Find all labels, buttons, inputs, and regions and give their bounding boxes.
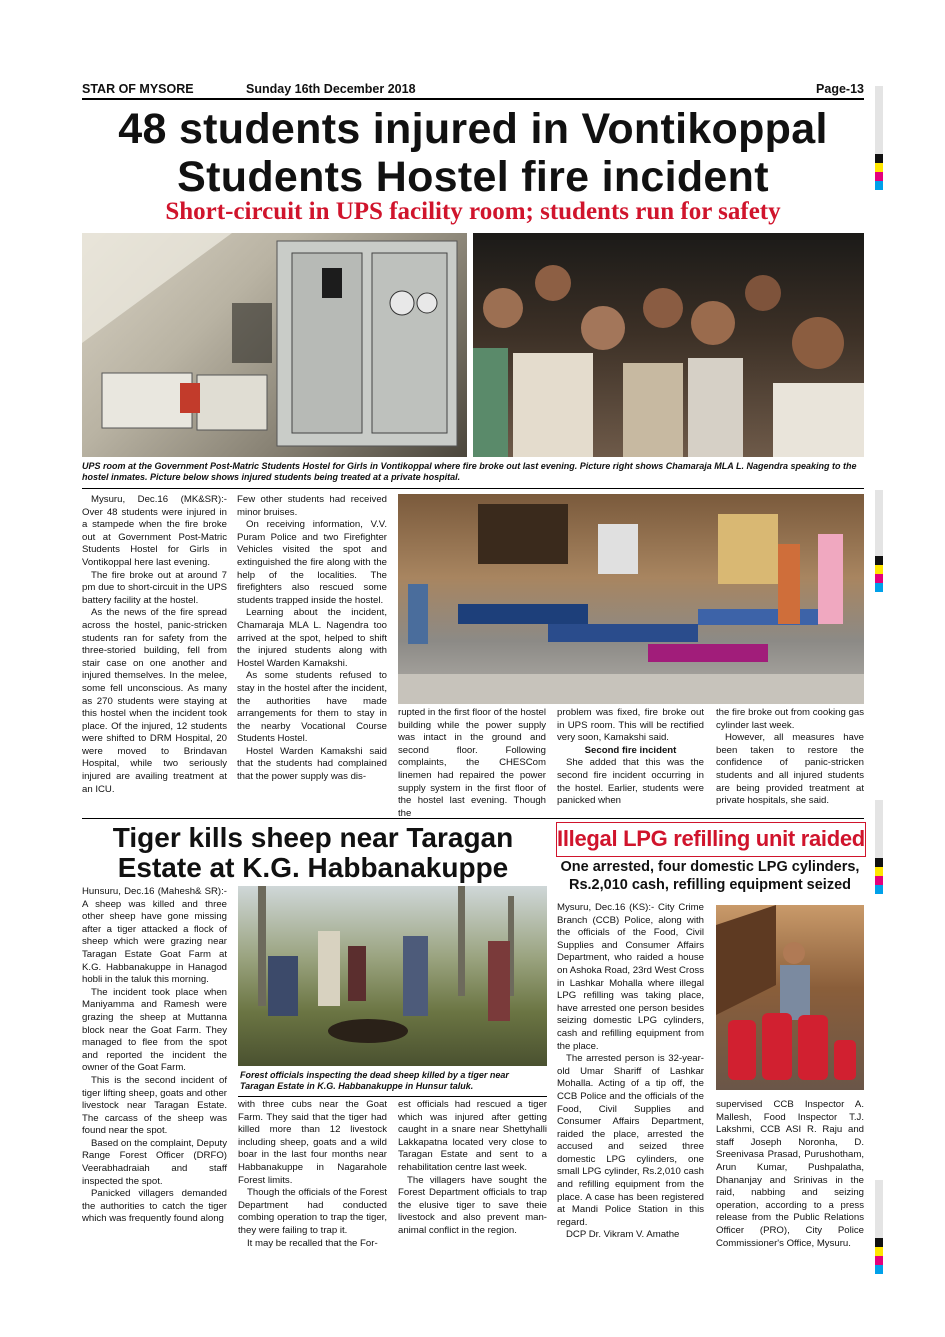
forest-officials-photo <box>238 886 547 1066</box>
lead-column-1 <box>82 494 227 796</box>
lpg-column-2 <box>716 1099 864 1250</box>
tiger-col2-para-3: It may be recalled that the For- <box>247 1237 378 1249</box>
lead-headline-line2: Students Hostel fire incident <box>177 153 769 201</box>
ups-room-illustration <box>82 233 467 457</box>
second-fire-incident-heading: Second fire incident <box>584 744 677 756</box>
tiger-column-1 <box>82 886 227 1226</box>
forest-scene-illustration <box>238 886 547 1066</box>
lead-col2-para-3: Learning about the incident, Chamaraja MLA L. Nagendra too arrived at the spot, helped to shift the injured students along with Hostel Warden Kamakshi. <box>237 607 387 669</box>
crowd-illustration <box>473 233 864 457</box>
tiger-col2-para-1: with three cubs near the Goat Farm. They said that the tiger had killed more than 12 livestock including sheep, goats and a wild boar in the last four months near Habbanakuppe in Nagarahole Forest limits. <box>238 1099 387 1186</box>
registration-marks-1 <box>875 154 883 190</box>
masthead <box>82 80 864 100</box>
tiger-col1-para-3: This is the second incident of tiger lifting sheep, goats and other livestock near Taragan Estate. The carcass of the sheep was found near the spot. <box>82 1074 227 1137</box>
hospital-photo <box>398 494 864 704</box>
tiger-col3-para-2: The villagers have sought the Forest Department officials to trap the elusive tiger to save theie livestock and also prevent man- animal conflict in the region. <box>398 1174 547 1236</box>
lpg-deck-line1: One arrested, four domestic LPG cylinders, <box>560 859 860 875</box>
lead-col2-para-1: Few other students had received minor bruises. <box>237 494 387 518</box>
lead-caption: UPS room at the Government Post-Matric Students Hostel for Girls in Vontikoppal where fire broke out last evening. Picture right shows Chamaraja MLA L. Nagendra speaking to the hostel inmates. Picture below shows injured students being treated at a private hospital. <box>82 461 857 482</box>
tiger-col1-para-2: The incident took place when Maniyamma and Ramesh were grazing the sheep at Muttanna block near the Goat Farm. They managed to flee from the spot and reported the incident the owner of the Goat Farm. <box>82 986 227 1074</box>
lpg-column-1 <box>557 902 704 1242</box>
lead-col4-para-1: problem was fixed, fire broke out in UPS room. This will be rectified very soon, Kamakshi said. <box>557 707 704 744</box>
registration-marks-2 <box>875 556 883 592</box>
lpg-deck-line2: Rs.2,010 cash, refilling equipment seized <box>568 877 852 893</box>
print-margin-strip-3 <box>875 800 883 858</box>
lead-col2-para-5: Hostel Warden Kamakshi said that the students had complained that the power supply was dis- <box>237 745 387 783</box>
lead-column-5 <box>716 707 864 808</box>
lpg-seizure-photo <box>716 905 864 1090</box>
section-divider <box>82 818 864 819</box>
lead-column-4 <box>557 707 704 808</box>
lead-col1-para-1: Mysuru, Dec.16 (MK&SR):- Over 48 students were injured in a stampede when the fire broke out at Government Post-Matric Students Hostel for Girls in Vontikoppal here last evening. <box>82 494 227 568</box>
lead-column-2 <box>237 494 387 784</box>
lead-col5-para-2: However, all measures have been taken to restore the confidence of panic-stricken students and all injured students are being provided treatment at private hospitals, she said. <box>716 732 864 807</box>
lpg-col1-para-1: Mysuru, Dec.16 (KS):- City Crime Branch (CCB) Police, along with the officials of the Food, Civil Supplies and Consumer Affairs Department, who raided a house on Ashoka Road, 23rd West Cross in Lashkar Mohalla where illegal LPG refilling was taking place, have arrested one person besides seizing domestic LPG cylinders, cash and refilling equipment from the place. <box>557 902 705 1052</box>
tiger-headline-line1: Tiger kills sheep near Taragan <box>112 822 514 853</box>
lead-col5-para-1: the fire broke out from cooking gas cylinder last week. <box>716 707 864 731</box>
tiger-col3-para-1: est officials had rescued a tiger which was injured after getting caught in a snare near Shettyhalli Lakkapatna located very close to Taragan Estate and sent to a rehabilitation centre last week. <box>398 1099 547 1173</box>
print-margin-strip-1 <box>875 86 883 154</box>
lead-subhead: Short-circuit in UPS facility room; students run for safety <box>165 198 781 225</box>
lead-col2-para-4: As some students refused to stay in the hostel after the incident, the authorities have made arrangements for them to stay in the nearby Vocational Course Students Hostel. <box>237 670 387 745</box>
lead-headline-line1: 48 students injured in Vontikoppal <box>118 105 828 153</box>
hospital-ward-illustration <box>398 494 864 704</box>
tiger-col1-para-4: Based on the complaint, Deputy Range Forest Officer (DRFO) Veerabhadraiah and staff inspected the spot. <box>82 1137 227 1187</box>
tiger-col1-para-5: Panicked villagers demanded the authorities to catch the tiger which was frequently found along <box>82 1188 227 1225</box>
lpg-headline-box <box>556 822 866 857</box>
tiger-caption: Forest officials inspecting the dead sheep killed by a tiger near Taragan Estate in K.G. Habbanakuppe in Hunsur taluk. <box>240 1070 509 1091</box>
registration-marks-4 <box>875 1238 883 1274</box>
tiger-headline-line2: Estate at K.G. Habbanakuppe <box>117 852 509 883</box>
issue-date: Sunday 16th December 2018 <box>246 82 416 96</box>
mla-with-students-photo <box>473 233 864 457</box>
tiger-caption-rule <box>238 1096 547 1097</box>
ups-room-photo <box>82 233 467 457</box>
tiger-col1-para-1: Hunsuru, Dec.16 (Mahesh& SR):- A sheep was killed and three other sheep have gone missing after a tiger attacked a flock of sheep which were grazing near Taragan Estate Goat Farm at K.G. Habbanakuppe in Hanagod hobli in the taluk this morning. <box>82 886 227 986</box>
print-margin-strip-4 <box>875 1180 883 1238</box>
print-margin-strip-2 <box>875 490 883 556</box>
caption-rule <box>82 488 864 489</box>
lpg-col2-text: supervised CCB Inspector A. Mallesh, Food Inspector T.J. Lakshmi, CCB ASI R. Raju and staff Joseph Noronha, D. Sreenivasa Prasad, Purushotham, Arun Kumar, Pushpalatha, Dhananjay and Srinivas in the raid, nabbing and seizing operation, according to a press release from the Public Relations Officer (PRO), City Police Commissioner's Office, Mysuru. <box>716 1099 864 1249</box>
lead-col3-text: rupted in the first floor of the hostel building while the power supply was intact in the ground and second floor. Following complaints, the CHESCom linemen had repaired the power supply system in the first floor of the hostel last evening. Though the <box>398 707 546 819</box>
tiger-column-2 <box>238 1099 387 1250</box>
lead-column-3 <box>398 707 546 820</box>
lead-col1-para-3: As the news of the fire spread across the hostel, panic-stricken students ran for safety from the three-storied building, fell from stair case on one another and injured themselves. In the melee, some fell unconscious. As many as 270 students were staying at this hostel when the incident took place. Of the injured, 12 students were shifted to DRM Hospital, 20 were moved to Brindavan Hospital, while two seriously injured are availing treatment at an ICU. <box>82 607 227 795</box>
lpg-headline: Illegal LPG refilling unit raided <box>557 826 865 851</box>
lpg-col1-para-3: DCP Dr. Vikram V. Amathe <box>566 1229 680 1241</box>
lpg-cylinders-illustration <box>716 905 864 1090</box>
tiger-col2-para-2: Though the officials of the Forest Department had conducted combing operation to trap the tiger, they were failing to trap it. <box>238 1187 387 1236</box>
tiger-column-3 <box>398 1099 547 1238</box>
lead-col4-para-2: She added that this was the second fire incident occurring in the hostel. Earlier, students were panicked when <box>557 757 704 807</box>
lead-col1-para-2: The fire broke out at around 7 pm due to short-circuit in the UPS battery facility at the hostel. <box>82 569 227 606</box>
page-number: Page-13 <box>816 82 864 96</box>
paper-name: STAR OF MYSORE <box>82 82 194 96</box>
lpg-col1-para-2: The arrested person is 32-year-old Umar Shariff of Lashkar Mohalla. Acting of a tip off, the CCB Police and the officials of the Food, Civil Supplies and Consumer Affairs Department, raided the place, arrested the accused and seized three domestic LPG cylinders, one small LPG cylinder, Rs.2,010 cash and refilling equipment from the place. A case has been registered at Mandi Police Station in this regard. <box>557 1053 704 1228</box>
lead-col2-para-2: On receiving information, V.V. Puram Police and two Firefighter Vehicles visited the spot and extinguished the fire along with the help of the localities. The firefighters also rescued some students trapped inside the hostel. <box>237 519 387 606</box>
registration-marks-3 <box>875 858 883 894</box>
